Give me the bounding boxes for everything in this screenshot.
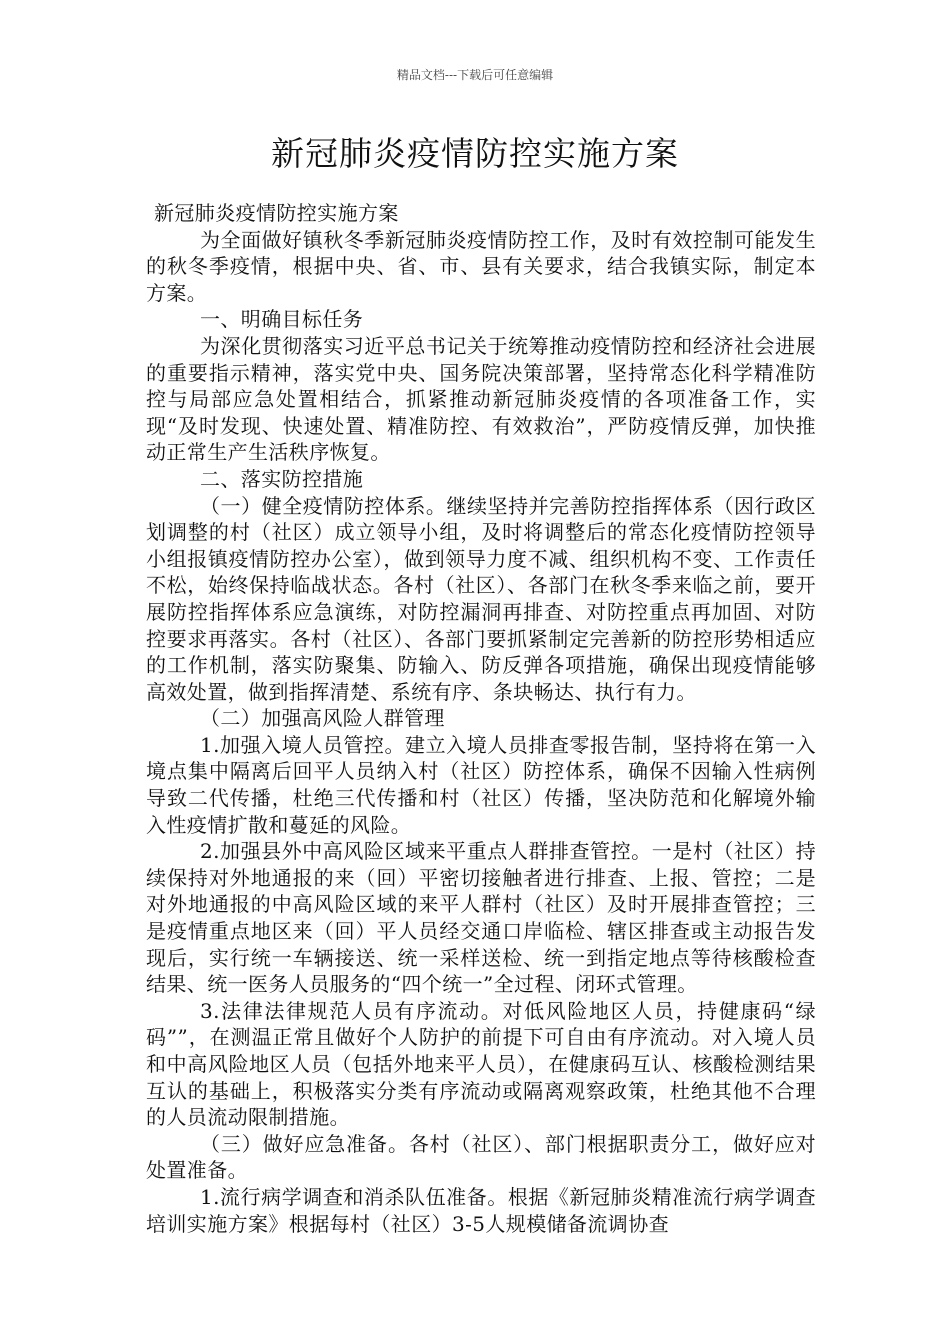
document-title: 新冠肺炎疫情防控实施方案: [271, 134, 679, 173]
section-2-3-paragraph: （三）做好应急准备。各村（社区）、部门根据职责分工，做好应对处置准备。: [146, 1131, 816, 1183]
item-2-3-1-paragraph: 1.流行病学调查和消杀队伍准备。根据《新冠肺炎精准流行病学调查培训实施方案》根据每村（社区）3-5人规模储备流调协查: [146, 1184, 816, 1236]
page-header: 精品文档---下载后可任意编辑: [396, 68, 554, 82]
section-1-paragraph: 为深化贯彻落实习近平总书记关于统筹推动疫情防控和经济社会进展的重要指示精神，落实党中央、国务院决策部署，坚持常态化科学精准防控与局部应急处置相结合，抓紧推动新冠肺炎疫情的各项准备工作，实现“及时发现、快速处置、精准防控、有效救治”，严防疫情反弹，加快推动正常生产生活秩序恢复。: [146, 333, 816, 465]
section-heading-2: 二、落实防控措施: [200, 466, 364, 491]
item-2-2-3-paragraph: 3.法律法律规范人员有序流动。对低风险地区人员，持健康码“绿码””，在测温正常且做好个人防护的前提下可自由有序流动。对入境人员和中高风险地区人员（包括外地来平人员），在健康码互认、核酸检测结果互认的基础上，积极落实分类有序流动或隔离观察政策，杜绝其他不合理的人员流动限制措施。: [146, 998, 816, 1130]
section-heading-1: 一、明确目标任务: [200, 307, 364, 332]
item-2-2-2-paragraph: 2.加强县外中高风险区域来平重点人群排查管控。一是村（社区）持续保持对外地通报的来（回）平密切接触者进行排查、上报、管控；二是对外地通报的中高风险区域的来平人群村（社区）及时开展排查管控；三是疫情重点地区来（回）平人员经交通口岸临检、辖区排查或主动报告发现后，实行统一车辆接送、统一采样送检、统一到指定地点等待核酸检查结果、统一医务人员服务的“四个统一”全过程、闭环式管理。: [146, 839, 816, 997]
document-body: [146, 200, 816, 1237]
section-2-2-heading: （二）加强高风险人群管理: [200, 706, 445, 731]
item-2-2-1-paragraph: 1.加强入境人员管控。建立入境人员排查零报告制，坚持将在第一入境点集中隔离后回平人员纳入村（社区）防控体系，确保不因输入性病例导致二代传播，杜绝三代传播和村（社区）传播，坚决防范和化解境外输入性疫情扩散和蔓延的风险。: [146, 732, 816, 837]
intro-paragraph: 为全面做好镇秋冬季新冠肺炎疫情防控工作，及时有效控制可能发生的秋冬季疫情，根据中央、省、市、县有关要求，结合我镇实际，制定本方案。: [146, 227, 816, 305]
document-subtitle: 新冠肺炎疫情防控实施方案: [154, 201, 399, 225]
section-2-1-paragraph: （一）健全疫情防控体系。继续坚持并完善防控指挥体系（因行政区划调整的村（社区）成立领导小组，及时将调整后的常态化疫情防控领导小组报镇疫情防控办公室），做到领导力度不减、组织机构不变、工作责任不松，始终保持临战状态。各村（社区）、各部门在秋冬季来临之前，要开展防控指挥体系应急演练，对防控漏洞再排查、对防控重点再加固、对防控要求再落实。各村（社区）、各部门要抓紧制定完善新的防控形势相适应的工作机制，落实防聚集、防输入、防反弹各项措施，确保出现疫情能够高效处置，做到指挥清楚、系统有序、条块畅达、执行有力。: [146, 493, 816, 704]
